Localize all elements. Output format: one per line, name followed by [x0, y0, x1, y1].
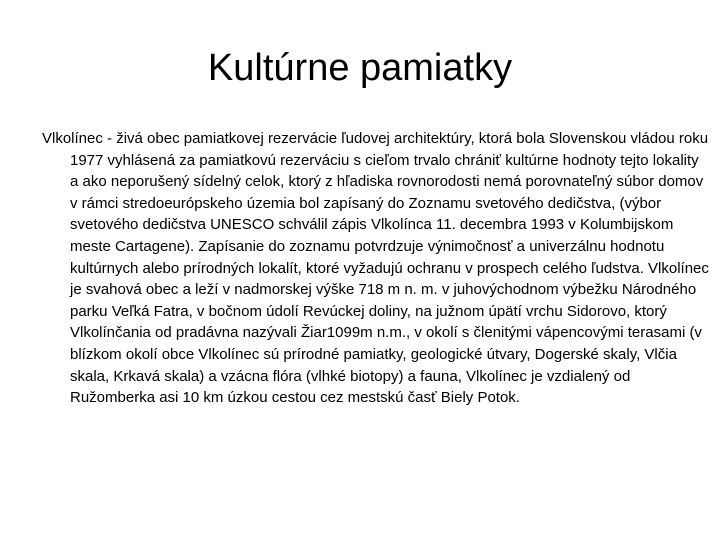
body-paragraph: Vlkolínec - živá obec pamiatkovej rezervácie ľudovej architektúry, ktorá bola Slovenskou vládou roku 1977 vyhlásená za pamiatkovú rezerváciu s cieľom trvalo chrániť kultúrne hodnoty tejto lokality a ako neporušený sídelný celok, ktorý z hľadiska rovnorodosti nemá porovnateľný súbor domov v rámci stredoeurópskeho územia bol zapísaný do Zoznamu svetového dedičstva, (výbor svetového dedičstva UNESCO schválil zápis Vlkolínca 11. decembra 1993 v Kolumbijskom meste Cartagene). Zapísanie do zoznamu potvrdzuje výnimočnosť a univerzálnu hodnotu kultúrnych alebo prírodných lokalít, ktoré vyžadujú ochranu v prospech celého ľudstva. Vlkolínec je svahová obec a leží v nadmorskej výške 718 m n. m. v juhovýchodnom výbežku Národného parku Veľká Fatra, v bočnom údolí Revúckej doliny, na južnom úpätí vrchu Sidorovo, ktorý Vlkolínčania od pradávna nazývali Žiar1099m n.m., v okolí s členitými vápencovými terasami (v blízkom okolí obce Vlkolínec sú prírodné pamiatky, geologické útvary, Dogerské skaly, Vlčia skala, Krkavá skala) a vzácna flóra (vlhké biotopy) a fauna, Vlkolínec je vzdialený od Ružomberka asi 10 km úzkou cestou cez mestskú časť Biely Potok. — [42, 130, 709, 407]
slide-title: Kultúrne pamiatky — [207, 47, 513, 89]
